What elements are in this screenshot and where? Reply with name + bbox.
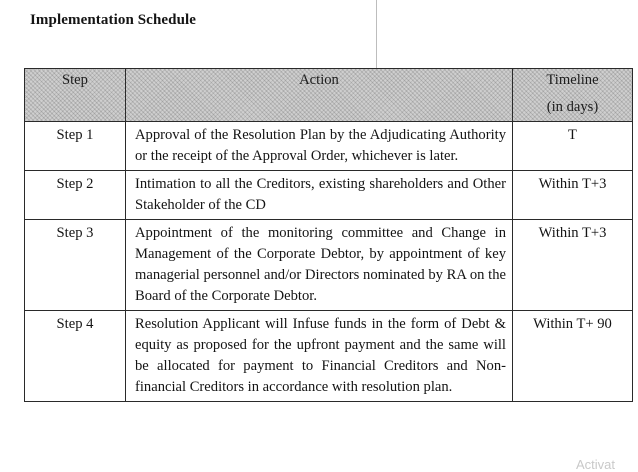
table-row (25, 171, 633, 220)
header-step: Step (25, 69, 126, 122)
step-cell: Step 1 (25, 122, 126, 171)
implementation-schedule-table (24, 68, 633, 402)
timeline-cell: Within T+ 90 (513, 311, 633, 402)
table-row (25, 311, 633, 402)
table-row (25, 220, 633, 311)
step-cell: Step 2 (25, 171, 126, 220)
action-cell: Appointment of the monitoring committee and Change in Management of the Corporate Debtor, by appointment of key managerial personnel and/or Directors nominated by RA on the Board of the Corporate Debtor. (126, 220, 513, 311)
table-header-row (25, 69, 633, 122)
activation-watermark: Activat (576, 457, 616, 472)
action-cell: Approval of the Resolution Plan by the Adjudicating Authority or the receipt of the Approval Order, whichever is later. (126, 122, 513, 171)
action-cell: Resolution Applicant will Infuse funds in the form of Debt & equity as proposed for the upfront payment and the same will be allocated for payment to Financial Creditors and Non-financial Creditors in accordance with resolution plan. (126, 311, 513, 402)
timeline-cell: T (513, 122, 633, 171)
header-timeline: Timeline (in days) (513, 69, 633, 122)
table-row (25, 122, 633, 171)
header-action: Action (126, 69, 513, 122)
page-title: Implementation Schedule (30, 12, 197, 28)
step-cell: Step 3 (25, 220, 126, 311)
timeline-cell: Within T+3 (513, 220, 633, 311)
timeline-cell: Within T+3 (513, 171, 633, 220)
step-cell: Step 4 (25, 311, 126, 402)
action-cell: Intimation to all the Creditors, existing shareholders and Other Stakeholder of the CD (126, 171, 513, 220)
scan-artifact-line (376, 0, 377, 70)
